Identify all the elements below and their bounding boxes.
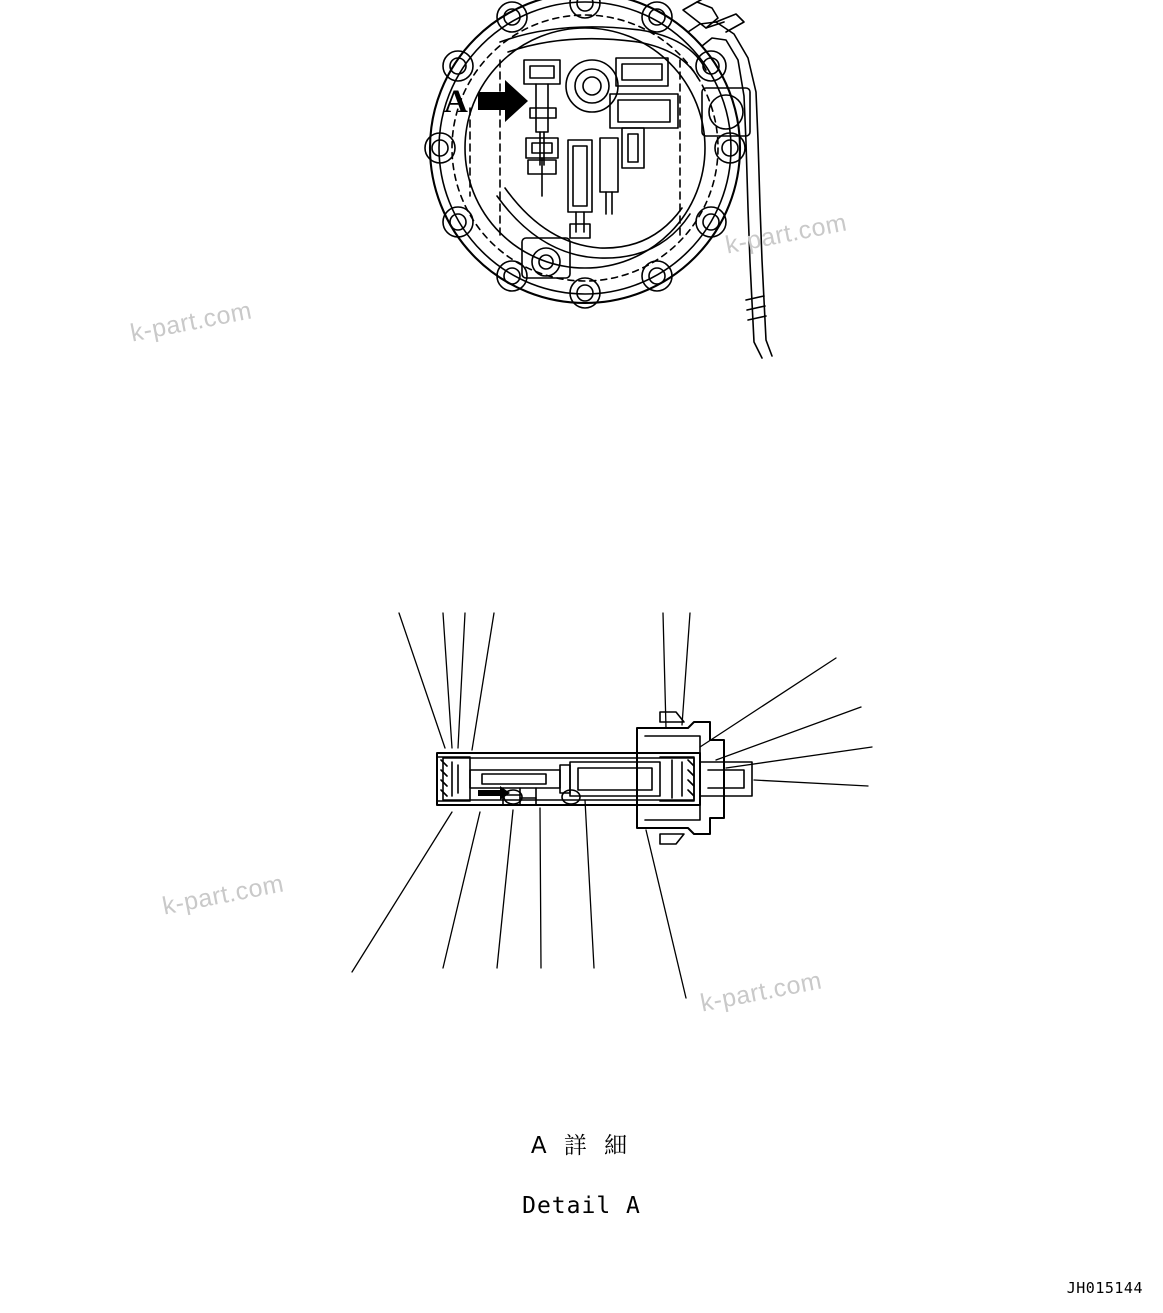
housing-bolt-bosses	[425, 0, 745, 308]
section-arrow-a	[478, 80, 528, 122]
motor-housing-outline	[430, 0, 740, 303]
watermark: k-part.com	[160, 869, 287, 921]
detail-caption-en: Detail A	[522, 1193, 641, 1220]
detail-caption	[0, 1098, 1163, 1254]
drawing-number: JH015144	[1066, 1279, 1143, 1297]
section-marker-label: A	[444, 84, 468, 120]
detail-caption-jp: A 詳 細	[530, 1133, 633, 1159]
detail-valve-body	[437, 712, 752, 844]
watermark: k-part.com	[723, 208, 850, 260]
leader-lines-bottom	[352, 800, 686, 998]
watermark: k-part.com	[698, 966, 825, 1018]
watermark: k-part.com	[128, 296, 255, 348]
